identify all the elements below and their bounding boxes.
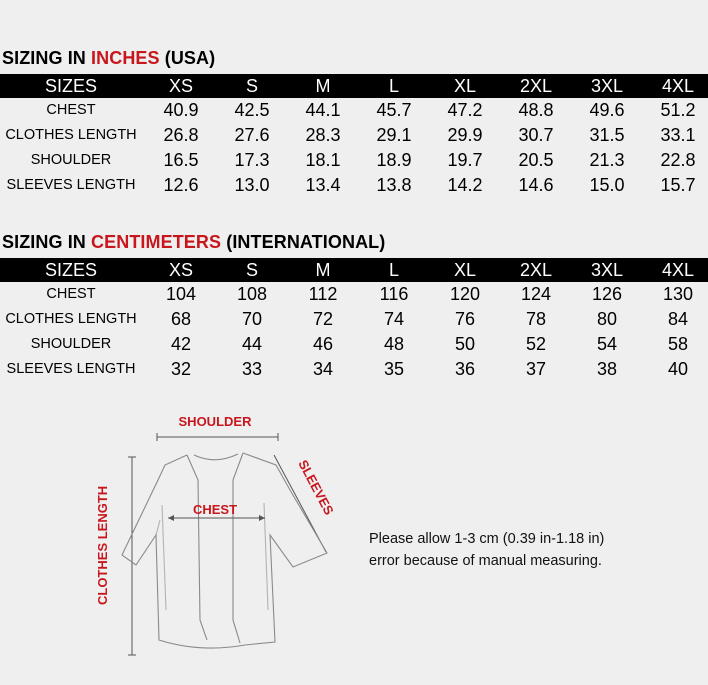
table-cell: 40.9 [163, 100, 199, 120]
row-label: SHOULDER [30, 336, 112, 352]
inches-row-chest [0, 98, 708, 123]
table-cell: 33 [241, 359, 263, 379]
inches-size-xs: XS [168, 76, 193, 96]
table-cell: 46 [312, 334, 334, 354]
cm-size-3xl: 3XL [590, 260, 624, 280]
table-cell: 27.6 [234, 125, 270, 145]
row-label: SHOULDER [30, 152, 112, 168]
table-cell: 74 [383, 309, 405, 329]
cm-row-sleeves-length [0, 357, 708, 382]
table-cell: 13.8 [376, 175, 412, 195]
inches-title-unit: INCHES [91, 48, 160, 68]
table-cell: 54 [596, 334, 618, 354]
inches-size-table [0, 74, 708, 198]
table-cell: 37 [525, 359, 547, 379]
cm-size-2xl: 2XL [519, 260, 553, 280]
table-cell: 44 [241, 334, 263, 354]
table-cell: 51.2 [660, 100, 696, 120]
cm-row-shoulder [0, 332, 708, 357]
cm-size-xl: XL [453, 260, 477, 280]
cm-row-chest [0, 282, 708, 307]
table-cell: 78 [525, 309, 547, 329]
row-label: CHEST [46, 286, 96, 302]
table-cell: 26.8 [163, 125, 199, 145]
note-line-2: error because of manual measuring. [369, 553, 602, 569]
inches-title-suffix: (USA) [159, 48, 216, 68]
table-cell: 28.3 [305, 125, 341, 145]
table-cell: 49.6 [589, 100, 625, 120]
table-cell: 32 [170, 359, 192, 379]
table-cell: 36 [454, 359, 476, 379]
table-cell: 13.4 [305, 175, 341, 195]
sleeves-label: SLEEVES [295, 457, 337, 518]
cm-title-unit: CENTIMETERS [91, 232, 222, 252]
table-cell: 29.1 [376, 125, 412, 145]
table-cell: 108 [236, 284, 268, 304]
shoulder-label: SHOULDER [178, 414, 252, 429]
table-cell: 48.8 [518, 100, 554, 120]
table-cell: 34 [312, 359, 334, 379]
table-cell: 48 [383, 334, 405, 354]
table-cell: 120 [449, 284, 481, 304]
table-cell: 84 [667, 309, 689, 329]
inches-size-m: M [315, 76, 331, 96]
row-label: SLEEVES LENGTH [6, 177, 136, 193]
table-cell: 70 [241, 309, 263, 329]
inches-size-l: L [388, 76, 399, 96]
inches-size-s: S [245, 76, 258, 96]
cm-title-prefix: SIZING IN [2, 232, 92, 252]
table-cell: 116 [379, 284, 409, 304]
inches-size-2xl: 2XL [519, 76, 553, 96]
table-cell: 104 [165, 284, 197, 304]
table-cell: 30.7 [518, 125, 554, 145]
table-cell: 76 [454, 309, 476, 329]
table-cell: 13.0 [234, 175, 270, 195]
table-cell: 42.5 [234, 100, 270, 120]
inches-size-4xl: 4XL [661, 76, 695, 96]
table-cell: 29.9 [447, 125, 483, 145]
row-label: CLOTHES LENGTH [5, 311, 137, 327]
table-cell: 72 [312, 309, 334, 329]
table-cell: 126 [591, 284, 623, 304]
table-cell: 33.1 [660, 125, 696, 145]
table-cell: 47.2 [447, 100, 483, 120]
cm-title-suffix: (INTERNATIONAL) [221, 232, 386, 252]
inches-row-clothes-length [0, 123, 708, 148]
table-cell: 12.6 [163, 175, 199, 195]
table-cell: 18.1 [305, 150, 341, 170]
table-cell: 35 [383, 359, 405, 379]
table-cell: 42 [170, 334, 192, 354]
note-line-1: Please allow 1-3 cm (0.39 in-1.18 in) [369, 531, 605, 547]
inches-header-label: SIZES [44, 76, 97, 96]
table-cell: 15.7 [660, 175, 696, 195]
table-cell: 20.5 [518, 150, 554, 170]
inches-row-shoulder [0, 148, 708, 173]
table-cell: 68 [170, 309, 192, 329]
measurement-note [369, 528, 669, 572]
table-cell: 40 [667, 359, 689, 379]
cm-header-row [0, 258, 708, 282]
kimono-outline [122, 453, 327, 648]
row-label: CLOTHES LENGTH [5, 127, 137, 143]
inches-size-3xl: 3XL [590, 76, 624, 96]
table-cell: 14.6 [518, 175, 554, 195]
inches-size-xl: XL [453, 76, 477, 96]
table-cell: 15.0 [589, 175, 625, 195]
table-cell: 19.7 [447, 150, 483, 170]
cm-row-clothes-length [0, 307, 708, 332]
inches-title-prefix: SIZING IN [2, 48, 92, 68]
cm-size-s: S [245, 260, 258, 280]
chest-label: CHEST [192, 502, 238, 517]
table-cell: 52 [525, 334, 547, 354]
inches-row-sleeves-length [0, 173, 708, 198]
inches-header-row [0, 74, 708, 98]
kimono-measurement-diagram [90, 405, 350, 675]
table-cell: 18.9 [376, 150, 412, 170]
shoulder-dimension-line [157, 433, 278, 441]
cm-size-l: L [388, 260, 399, 280]
table-cell: 58 [667, 334, 689, 354]
cm-size-xs: XS [168, 260, 193, 280]
table-cell: 112 [308, 284, 338, 304]
table-cell: 22.8 [660, 150, 696, 170]
cm-section-title [2, 232, 385, 253]
cm-size-table [0, 258, 708, 382]
table-cell: 21.3 [589, 150, 625, 170]
table-cell: 31.5 [589, 125, 625, 145]
row-label: SLEEVES LENGTH [6, 361, 136, 377]
table-cell: 45.7 [376, 100, 412, 120]
table-cell: 14.2 [447, 175, 483, 195]
table-cell: 80 [596, 309, 618, 329]
cm-size-m: M [315, 260, 331, 280]
table-cell: 17.3 [234, 150, 270, 170]
table-cell: 50 [454, 334, 476, 354]
cm-header-label: SIZES [44, 260, 97, 280]
clothes-length-dimension-line [128, 457, 136, 655]
cm-size-4xl: 4XL [661, 260, 695, 280]
table-cell: 130 [662, 284, 694, 304]
inches-section-title [2, 48, 215, 69]
row-label: CHEST [46, 102, 96, 118]
table-cell: 16.5 [163, 150, 199, 170]
table-cell: 124 [520, 284, 552, 304]
table-cell: 44.1 [305, 100, 341, 120]
table-cell: 38 [596, 359, 618, 379]
clothes-length-label: CLOTHES LENGTH [95, 485, 110, 605]
